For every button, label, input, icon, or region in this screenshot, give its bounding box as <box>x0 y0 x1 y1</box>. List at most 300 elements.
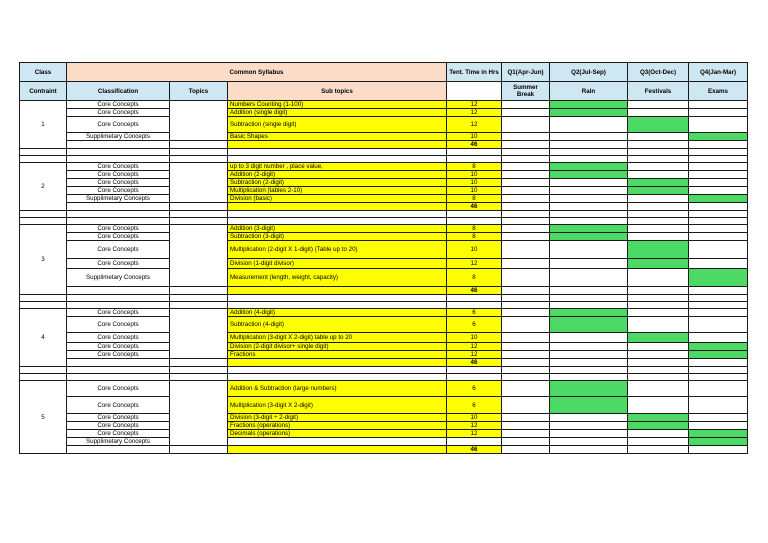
q2-header: Q2(Jul-Sep) <box>550 63 628 82</box>
spacer-cell <box>502 374 550 381</box>
classification-cell: Core Concepts <box>67 117 170 133</box>
table-row <box>20 163 748 171</box>
total-sub-blank <box>228 203 447 211</box>
quarter-q1-cell <box>502 101 550 109</box>
spacer-cell <box>689 374 748 381</box>
hours-cell: 6 <box>447 381 502 397</box>
quarter-q2-cell <box>550 309 628 317</box>
total-blank <box>67 287 170 295</box>
festivals-header: Festivals <box>628 82 689 101</box>
spacer-cell <box>170 156 228 163</box>
hours-cell: 6 <box>447 397 502 414</box>
table-row <box>20 309 748 317</box>
table-row <box>20 187 748 195</box>
quarter-q1-cell <box>502 109 550 117</box>
quarter-q1-cell <box>502 269 550 287</box>
quarter-q3-cell <box>628 233 689 241</box>
classification-cell: Core Concepts <box>67 333 170 343</box>
spacer-cell <box>502 367 550 374</box>
quarter-q2-cell <box>550 414 628 422</box>
spacer-cell <box>20 295 67 302</box>
classification-cell: Supplimetary Concepts <box>67 269 170 287</box>
total-row <box>20 141 748 149</box>
spacer-row <box>20 211 748 218</box>
quarter-q3-cell <box>628 195 689 203</box>
spacer-cell <box>67 211 170 218</box>
quarter-q1-cell <box>502 333 550 343</box>
topics-cell <box>170 225 228 287</box>
sub-topic-cell: Addition (2-digit) <box>228 171 447 179</box>
spacer-cell <box>628 218 689 225</box>
quarter-q4-cell <box>689 351 748 359</box>
spacer-cell <box>447 302 502 309</box>
quarter-q1-cell <box>502 233 550 241</box>
quarter-q3-cell <box>628 351 689 359</box>
quarter-q1-cell <box>502 225 550 233</box>
spacer-cell <box>628 211 689 218</box>
classification-cell: Core Concepts <box>67 171 170 179</box>
quarter-q3-cell <box>628 397 689 414</box>
hours-cell: 12 <box>447 117 502 133</box>
quarter-q4-cell <box>689 309 748 317</box>
q3-header: Q3(Oct-Dec) <box>628 63 689 82</box>
hours-cell: 12 <box>447 109 502 117</box>
quarter-q4-cell <box>689 133 748 141</box>
total-quarter-blank <box>628 359 689 367</box>
hours-cell: 10 <box>447 179 502 187</box>
table-row <box>20 317 748 333</box>
spacer-cell <box>170 295 228 302</box>
spacer-cell <box>689 295 748 302</box>
summer-break-header: Summer Break <box>502 82 550 101</box>
classification-cell: Core Concepts <box>67 309 170 317</box>
spacer-cell <box>550 374 628 381</box>
quarter-q1-cell <box>502 438 550 446</box>
quarter-q2-cell <box>550 187 628 195</box>
quarter-q4-cell <box>689 269 748 287</box>
quarter-q3-cell <box>628 381 689 397</box>
total-row <box>20 446 748 454</box>
spacer-cell <box>170 374 228 381</box>
table-row <box>20 430 748 438</box>
quarter-q1-cell <box>502 422 550 430</box>
sub-topic-cell: Fractions (operations) <box>228 422 447 430</box>
total-sub-blank <box>228 359 447 367</box>
spacer-cell <box>550 149 628 156</box>
spacer-cell <box>502 149 550 156</box>
topics-cell <box>170 381 228 446</box>
quarter-q2-cell <box>550 343 628 351</box>
total-blank <box>67 359 170 367</box>
table-row <box>20 109 748 117</box>
hours-cell: 10 <box>447 187 502 195</box>
spacer-cell <box>228 295 447 302</box>
spacer-cell <box>228 367 447 374</box>
quarter-q4-cell <box>689 241 748 259</box>
classification-cell: Core Concepts <box>67 343 170 351</box>
total-quarter-blank <box>502 446 550 454</box>
sub-topic-cell: Decimals (operations) <box>228 430 447 438</box>
quarter-q1-cell <box>502 381 550 397</box>
quarter-q3-cell <box>628 414 689 422</box>
quarter-q3-cell <box>628 422 689 430</box>
class-number: 4 <box>20 309 67 367</box>
rain-header: Rain <box>550 82 628 101</box>
classification-cell: Supplimetary Concepts <box>67 133 170 141</box>
total-row <box>20 359 748 367</box>
tent-time-blank <box>447 82 502 101</box>
spacer-cell <box>20 374 67 381</box>
quarter-q4-cell <box>689 187 748 195</box>
spacer-cell <box>228 218 447 225</box>
quarter-q3-cell <box>628 241 689 259</box>
table-row <box>20 397 748 414</box>
spacer-cell <box>67 374 170 381</box>
quarter-q3-cell <box>628 171 689 179</box>
hours-cell: 12 <box>447 430 502 438</box>
spacer-cell <box>689 211 748 218</box>
total-quarter-blank <box>628 141 689 149</box>
total-sub-blank <box>228 287 447 295</box>
table-row <box>20 438 748 446</box>
hours-cell: 10 <box>447 171 502 179</box>
spacer-cell <box>628 302 689 309</box>
quarter-q4-cell <box>689 117 748 133</box>
sub-topic-cell: Division (2-digit divisor+ single digit) <box>228 343 447 351</box>
spacer-cell <box>628 295 689 302</box>
quarter-q1-cell <box>502 259 550 269</box>
total-quarter-blank <box>689 287 748 295</box>
spacer-cell <box>550 156 628 163</box>
total-blank <box>67 446 170 454</box>
total-blank <box>170 287 228 295</box>
spacer-cell <box>689 367 748 374</box>
quarter-q3-cell <box>628 430 689 438</box>
hours-cell: 8 <box>447 233 502 241</box>
quarter-q4-cell <box>689 233 748 241</box>
quarter-q4-cell <box>689 109 748 117</box>
quarter-q2-cell <box>550 117 628 133</box>
spacer-cell <box>628 374 689 381</box>
quarter-q1-cell <box>502 133 550 141</box>
spacer-cell <box>170 149 228 156</box>
total-quarter-blank <box>689 446 748 454</box>
quarter-q2-cell <box>550 133 628 141</box>
spacer-cell <box>67 218 170 225</box>
quarter-q3-cell <box>628 225 689 233</box>
total-hours-cell: 46 <box>447 141 502 149</box>
total-blank <box>67 203 170 211</box>
classification-cell: Core Concepts <box>67 187 170 195</box>
sub-topics-header: Sub topics <box>228 82 447 101</box>
quarter-q2-cell <box>550 195 628 203</box>
quarter-q4-cell <box>689 259 748 269</box>
quarter-q2-cell <box>550 430 628 438</box>
spacer-row <box>20 156 748 163</box>
table-row <box>20 422 748 430</box>
classification-cell: Core Concepts <box>67 163 170 171</box>
classification-cell: Supplimetary Concepts <box>67 438 170 446</box>
q1-header: Q1(Apr-Jun) <box>502 63 550 82</box>
total-quarter-blank <box>550 446 628 454</box>
total-quarter-blank <box>628 287 689 295</box>
total-sub-blank <box>228 446 447 454</box>
quarter-q3-cell <box>628 133 689 141</box>
spacer-cell <box>550 218 628 225</box>
classification-cell: Core Concepts <box>67 317 170 333</box>
classification-header: Classification <box>67 82 170 101</box>
quarter-q3-cell <box>628 117 689 133</box>
topics-header: Topics <box>170 82 228 101</box>
quarter-q4-cell <box>689 333 748 343</box>
spacer-row <box>20 149 748 156</box>
total-blank <box>170 446 228 454</box>
spacer-cell <box>689 156 748 163</box>
sub-topic-cell: Division (basic) <box>228 195 447 203</box>
q4-header: Q4(Jan-Mar) <box>689 63 748 82</box>
classification-cell: Core Concepts <box>67 351 170 359</box>
hours-cell: 10 <box>447 133 502 141</box>
spacer-cell <box>67 367 170 374</box>
quarter-q2-cell <box>550 109 628 117</box>
table-row <box>20 241 748 259</box>
spacer-cell <box>550 295 628 302</box>
quarter-q3-cell <box>628 101 689 109</box>
quarter-q2-cell <box>550 333 628 343</box>
spacer-cell <box>20 367 67 374</box>
hours-cell: 6 <box>447 309 502 317</box>
quarter-q1-cell <box>502 343 550 351</box>
total-quarter-blank <box>689 359 748 367</box>
quarter-q3-cell <box>628 333 689 343</box>
quarter-q4-cell <box>689 343 748 351</box>
quarter-q1-cell <box>502 309 550 317</box>
hours-cell: 10 <box>447 333 502 343</box>
quarter-q2-cell <box>550 381 628 397</box>
sub-topic-cell <box>228 438 447 446</box>
classification-cell: Core Concepts <box>67 101 170 109</box>
table-row <box>20 414 748 422</box>
quarter-q2-cell <box>550 259 628 269</box>
classification-cell: Core Concepts <box>67 259 170 269</box>
quarter-q4-cell <box>689 225 748 233</box>
quarter-q2-cell <box>550 438 628 446</box>
quarter-q4-cell <box>689 179 748 187</box>
quarter-q2-cell <box>550 269 628 287</box>
sub-topic-cell: Division (1-digit divisor) <box>228 259 447 269</box>
spacer-cell <box>628 156 689 163</box>
hours-cell: 8 <box>447 163 502 171</box>
table-row <box>20 269 748 287</box>
classification-cell: Core Concepts <box>67 179 170 187</box>
spacer-cell <box>447 211 502 218</box>
table-row <box>20 195 748 203</box>
quarter-q2-cell <box>550 163 628 171</box>
spacer-cell <box>502 295 550 302</box>
quarter-q2-cell <box>550 241 628 259</box>
total-quarter-blank <box>689 141 748 149</box>
classification-cell: Core Concepts <box>67 233 170 241</box>
topics-cell <box>170 309 228 359</box>
quarter-q2-cell <box>550 397 628 414</box>
quarter-q2-cell <box>550 422 628 430</box>
quarter-q3-cell <box>628 309 689 317</box>
sub-topic-cell: Subtraction (2-digit) <box>228 179 447 187</box>
spacer-row <box>20 374 748 381</box>
sub-topic-cell: Addition & Subtraction (large numbers) <box>228 381 447 397</box>
spacer-cell <box>447 295 502 302</box>
spacer-cell <box>550 211 628 218</box>
class-header: Class <box>20 63 67 82</box>
table-row <box>20 233 748 241</box>
quarter-q2-cell <box>550 225 628 233</box>
quarter-q4-cell <box>689 430 748 438</box>
hours-cell <box>447 438 502 446</box>
quarter-q1-cell <box>502 414 550 422</box>
total-quarter-blank <box>502 141 550 149</box>
total-blank <box>170 203 228 211</box>
quarter-q4-cell <box>689 101 748 109</box>
table-row <box>20 171 748 179</box>
quarter-q3-cell <box>628 187 689 195</box>
quarter-q3-cell <box>628 317 689 333</box>
sub-topic-cell: Multiplication (3-digit X 2-digit) table up to 20 <box>228 333 447 343</box>
total-quarter-blank <box>689 203 748 211</box>
quarter-q4-cell <box>689 163 748 171</box>
class-number: 1 <box>20 101 67 149</box>
total-hours-cell: 46 <box>447 359 502 367</box>
classification-cell: Core Concepts <box>67 109 170 117</box>
class-number: 5 <box>20 381 67 454</box>
quarter-q4-cell <box>689 438 748 446</box>
quarter-q4-cell <box>689 422 748 430</box>
total-sub-blank <box>228 141 447 149</box>
total-quarter-blank <box>550 141 628 149</box>
spacer-cell <box>67 156 170 163</box>
classification-cell: Core Concepts <box>67 430 170 438</box>
classification-cell: Core Concepts <box>67 414 170 422</box>
classification-cell: Core Concepts <box>67 241 170 259</box>
table-row <box>20 351 748 359</box>
quarter-q2-cell <box>550 171 628 179</box>
total-quarter-blank <box>502 359 550 367</box>
table-row <box>20 259 748 269</box>
spacer-cell <box>170 367 228 374</box>
spacer-cell <box>67 149 170 156</box>
spacer-cell <box>228 302 447 309</box>
quarter-q4-cell <box>689 397 748 414</box>
sub-topic-cell: Basic Shapes <box>228 133 447 141</box>
quarter-q2-cell <box>550 317 628 333</box>
total-quarter-blank <box>628 203 689 211</box>
spacer-cell <box>502 218 550 225</box>
spacer-cell <box>689 218 748 225</box>
spacer-cell <box>447 367 502 374</box>
quarter-q3-cell <box>628 109 689 117</box>
class-number: 2 <box>20 163 67 211</box>
classification-cell: Core Concepts <box>67 381 170 397</box>
total-quarter-blank <box>550 203 628 211</box>
spacer-cell <box>228 374 447 381</box>
quarter-q3-cell <box>628 343 689 351</box>
quarter-q4-cell <box>689 414 748 422</box>
quarter-q1-cell <box>502 397 550 414</box>
spacer-cell <box>228 211 447 218</box>
total-row <box>20 287 748 295</box>
table-row <box>20 381 748 397</box>
spacer-cell <box>67 302 170 309</box>
spacer-cell <box>20 302 67 309</box>
table-row <box>20 101 748 109</box>
hours-cell: 8 <box>447 195 502 203</box>
spacer-cell <box>628 149 689 156</box>
spacer-row <box>20 295 748 302</box>
sub-topic-cell: Subtraction (single digit) <box>228 117 447 133</box>
hours-cell: 12 <box>447 422 502 430</box>
quarter-q4-cell <box>689 195 748 203</box>
quarter-q1-cell <box>502 187 550 195</box>
quarter-q3-cell <box>628 179 689 187</box>
spacer-cell <box>447 156 502 163</box>
hours-cell: 12 <box>447 259 502 269</box>
table-row <box>20 343 748 351</box>
total-quarter-blank <box>628 446 689 454</box>
sub-topic-cell: Subtraction (4-digit) <box>228 317 447 333</box>
total-quarter-blank <box>550 287 628 295</box>
syllabus-table <box>19 62 748 454</box>
quarter-q1-cell <box>502 430 550 438</box>
total-blank <box>170 141 228 149</box>
hours-cell: 12 <box>447 351 502 359</box>
quarter-q1-cell <box>502 117 550 133</box>
spacer-cell <box>447 218 502 225</box>
spacer-cell <box>502 211 550 218</box>
sub-topic-cell: Multiplication (tables 2-10) <box>228 187 447 195</box>
quarter-q1-cell <box>502 317 550 333</box>
quarter-q1-cell <box>502 195 550 203</box>
quarter-q2-cell <box>550 101 628 109</box>
spacer-cell <box>447 149 502 156</box>
sub-topic-cell: Numbers Counting (1-100) <box>228 101 447 109</box>
sub-topic-cell: up to 3 digit number , place value, <box>228 163 447 171</box>
spacer-row <box>20 218 748 225</box>
hours-cell: 12 <box>447 343 502 351</box>
total-quarter-blank <box>550 359 628 367</box>
quarter-q3-cell <box>628 163 689 171</box>
spacer-row <box>20 367 748 374</box>
spacer-cell <box>502 156 550 163</box>
quarter-q1-cell <box>502 171 550 179</box>
quarter-q4-cell <box>689 317 748 333</box>
classification-cell: Core Concepts <box>67 225 170 233</box>
classification-cell: Core Concepts <box>67 422 170 430</box>
hours-cell: 10 <box>447 241 502 259</box>
exams-header: Exams <box>689 82 748 101</box>
quarter-q2-cell <box>550 179 628 187</box>
topics-cell <box>170 163 228 203</box>
quarter-q2-cell <box>550 233 628 241</box>
hours-cell: 12 <box>447 101 502 109</box>
sub-topic-cell: Measurement (length, weight, capacity) <box>228 269 447 287</box>
spacer-cell <box>502 302 550 309</box>
quarter-q1-cell <box>502 179 550 187</box>
sub-topic-cell: Multiplication (2-digit X 1-digit) (Table up to 20) <box>228 241 447 259</box>
quarter-q3-cell <box>628 259 689 269</box>
spacer-cell <box>67 295 170 302</box>
spacer-row <box>20 302 748 309</box>
quarter-q4-cell <box>689 381 748 397</box>
spacer-cell <box>170 218 228 225</box>
